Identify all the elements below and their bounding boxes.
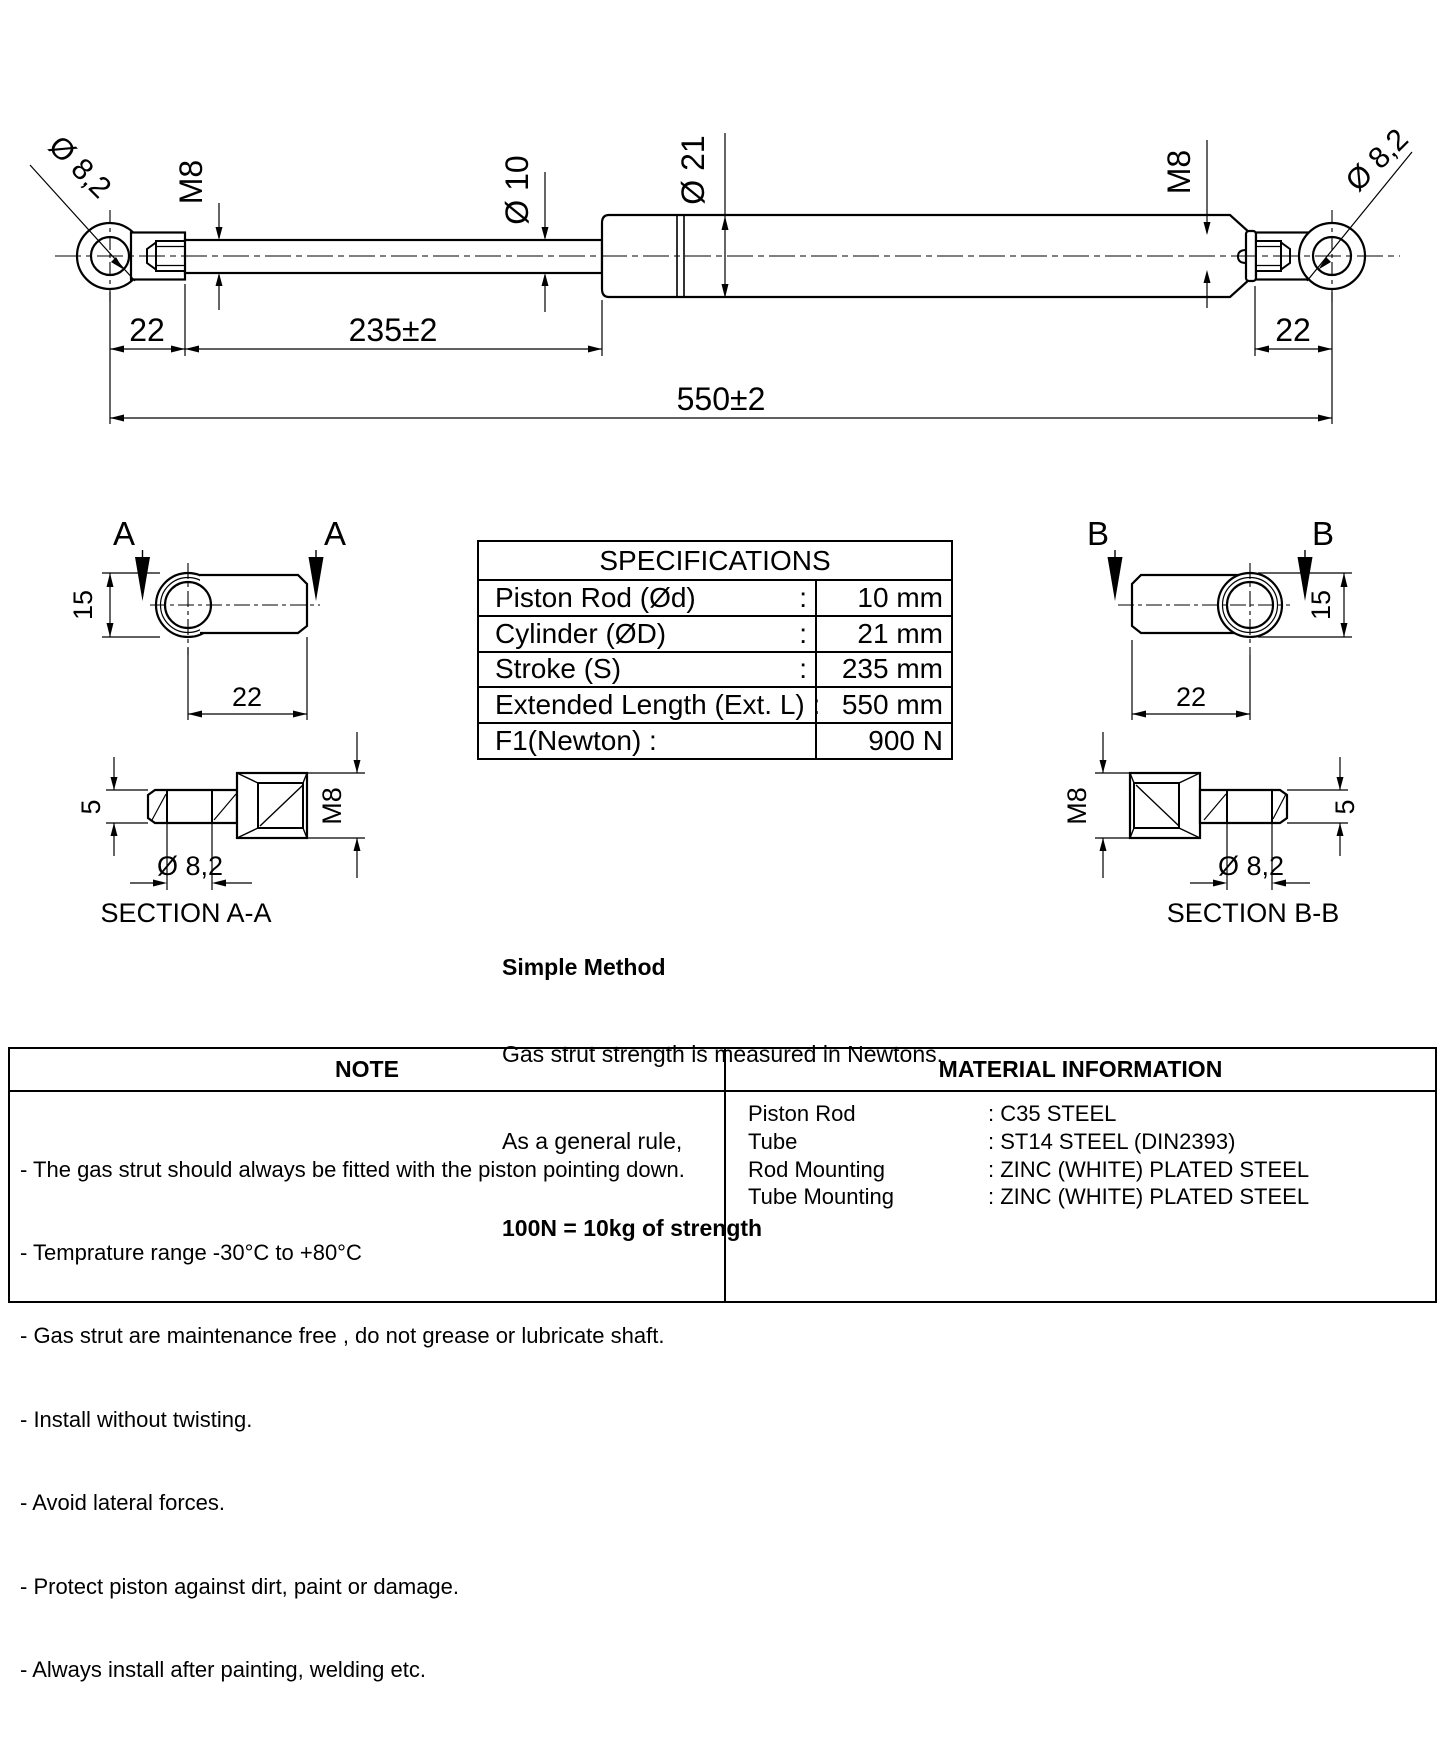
simple-method-line2: As a general rule, [502, 1128, 683, 1154]
section-b-dim-dia82: Ø 8,2 [1217, 851, 1285, 881]
note-item: - Avoid lateral forces. [20, 1490, 226, 1516]
spec-colon: : [799, 581, 807, 613]
note-cell [10, 1049, 726, 1682]
material-list [726, 1092, 1435, 1211]
spec-value: 10 mm [857, 581, 943, 613]
section-b-dim-15: 15 [1306, 589, 1336, 621]
material-row [748, 1156, 1429, 1184]
section-b-dim-5: 5 [1330, 799, 1360, 815]
spec-colon: : [799, 617, 807, 649]
material-label: Rod Mounting [748, 1156, 885, 1182]
spec-label: Extended Length (Ext. L) : [495, 689, 821, 721]
simple-method-heading: Simple Method [502, 954, 666, 980]
note-item: - Always install after painting, welding etc. [20, 1656, 426, 1682]
note-item: - Temprature range -30°C to +80°C [20, 1239, 362, 1265]
section-a-letter-right: A [323, 515, 347, 552]
material-value: : C35 STEEL [988, 1101, 1117, 1126]
section-a-view [68, 515, 346, 720]
section-b-dim-m8: M8 [1062, 787, 1092, 825]
spec-row-extended-length [479, 688, 951, 724]
spec-colon: : [799, 653, 807, 685]
material-row [748, 1100, 1429, 1128]
simple-method-line3: 100N = 10kg of strength [502, 1215, 763, 1241]
section-b-letter-right: B [1311, 515, 1335, 552]
spec-value: 900 N [868, 725, 943, 757]
material-cell [726, 1049, 1435, 1301]
section-a-cut-view [76, 732, 365, 928]
material-label: Tube Mounting [748, 1184, 894, 1210]
material-value: : ST14 STEEL (DIN2393) [988, 1128, 1236, 1154]
material-value: : ZINC (WHITE) PLATED STEEL [988, 1156, 1310, 1182]
section-b-cut-arrow-left [1108, 557, 1123, 601]
material-label: Piston Rod [748, 1101, 856, 1126]
note-list [10, 1092, 724, 1739]
simple-method-line1: Gas strut strength is measured in Newtons. [502, 1041, 944, 1067]
spec-label: F1(Newton) : [495, 725, 657, 757]
spec-row-stroke [479, 653, 951, 689]
dim-label-m8-left: M8 [173, 159, 209, 205]
section-a-cut-arrow-right [309, 557, 324, 601]
spec-label: Piston Rod (Ød) [495, 581, 696, 613]
section-b-dim-22: 22 [1175, 682, 1207, 712]
section-a-dim-dia82: Ø 8,2 [156, 851, 224, 881]
specifications-table [477, 540, 953, 760]
dim-label-550: 550±2 [676, 381, 766, 417]
material-row [748, 1128, 1429, 1156]
dim-label-dia82-left: Ø 8,2 [42, 129, 118, 205]
section-a-dim-5: 5 [76, 799, 106, 815]
spec-value: 21 mm [857, 617, 943, 649]
spec-value: 550 mm [841, 689, 943, 721]
spec-value: 235 mm [841, 653, 943, 685]
spec-label: Stroke (S) [495, 653, 622, 685]
section-a-letter-left: A [112, 515, 136, 552]
note-material-table [8, 1047, 1437, 1682]
dim-label-235: 235±2 [348, 312, 438, 348]
material-value: : ZINC (WHITE) PLATED STEEL [988, 1184, 1310, 1210]
material-row [748, 1183, 1429, 1211]
note-item: - Protect piston against dirt, paint or damage. [20, 1573, 460, 1599]
spec-row-cylinder [479, 617, 951, 653]
note-item: - Install without twisting. [20, 1406, 253, 1432]
spec-row-f1-newton [479, 724, 951, 758]
note-item: - The gas strut should always be fitted with the piston pointing down. [20, 1156, 685, 1182]
section-b-cut-view [1062, 732, 1360, 928]
dim-label-22-left: 22 [129, 312, 165, 348]
specifications-title: SPECIFICATIONS [479, 542, 951, 581]
section-b-view [1087, 515, 1352, 720]
section-b-letter-left: B [1086, 515, 1110, 552]
note-item: - Gas strut are maintenance free , do not grease or lubricate shaft. [20, 1323, 665, 1349]
note-title: NOTE [10, 1049, 724, 1092]
material-label: Tube [748, 1128, 798, 1154]
section-a-dim-22: 22 [231, 682, 263, 712]
section-b-caption: SECTION B-B [1166, 898, 1340, 928]
pin-a-bar [148, 790, 237, 823]
section-a-caption: SECTION A-A [100, 898, 272, 928]
dim-label-22-right: 22 [1275, 312, 1311, 348]
material-title: MATERIAL INFORMATION [726, 1049, 1435, 1092]
spec-label: Cylinder (ØD) [495, 617, 667, 649]
dim-label-dia21: Ø 21 [675, 135, 711, 205]
dim-label-dia10: Ø 10 [499, 155, 535, 225]
eyelet-a-block-fill [200, 575, 307, 633]
section-a-cut-arrow-left [135, 557, 150, 601]
section-a-dim-15: 15 [68, 589, 98, 621]
section-a-dim-m8: M8 [317, 787, 347, 825]
dim-label-dia82-right: Ø 8,2 [1339, 122, 1415, 198]
dim-label-m8-right: M8 [1161, 149, 1197, 195]
spec-row-piston-rod [479, 581, 951, 617]
